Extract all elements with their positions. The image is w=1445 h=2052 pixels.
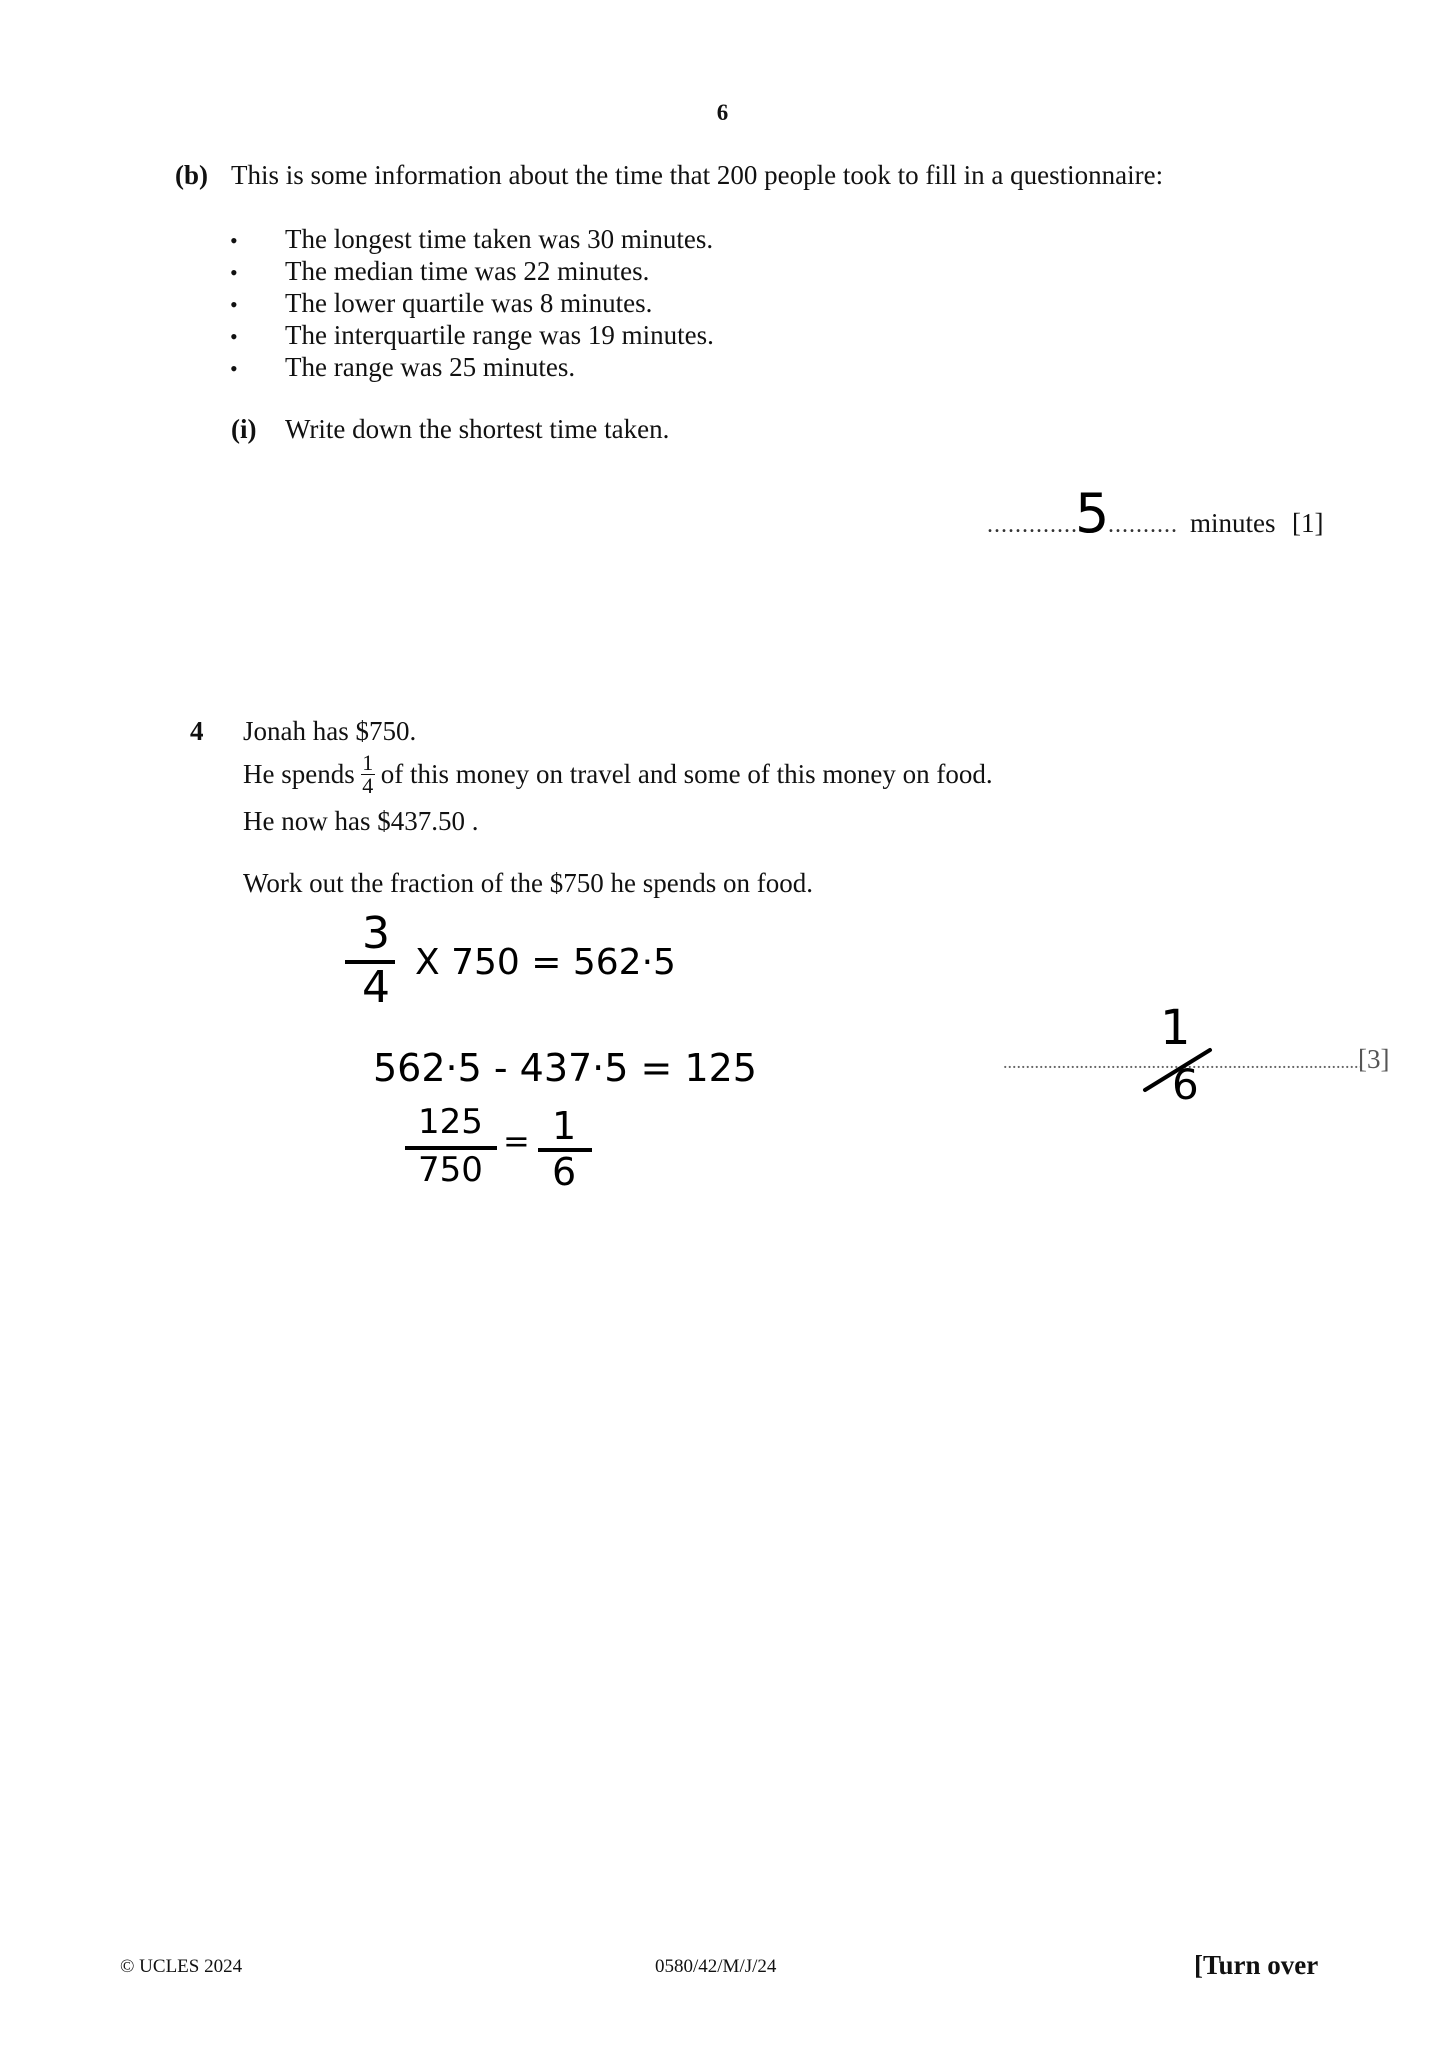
answer-dots-right: .......... <box>1108 512 1178 538</box>
working-step3-den: 750 <box>418 1150 483 1190</box>
marks-1: [1] <box>1292 508 1324 538</box>
turn-over: [Turn over <box>1194 1950 1319 1980</box>
working-step1-rest: X 750 = 562·5 <box>415 942 676 983</box>
bullet-item: The median time was 22 minutes. <box>285 256 650 286</box>
sub-i-text: Write down the shortest time taken. <box>285 414 670 444</box>
q4-fraction-den: 4 <box>362 773 374 798</box>
bullet-item: The range was 25 minutes. <box>285 352 576 382</box>
working-step1-num: 3 <box>362 908 390 959</box>
working-step1-den: 4 <box>362 962 390 1013</box>
working-step3-res-num: 1 <box>552 1104 577 1148</box>
q4-fraction-num: 1 <box>362 750 374 775</box>
sub-i-label: (i) <box>231 414 257 444</box>
bullet-icon: • <box>230 228 238 253</box>
footer-code: 0580/42/M/J/24 <box>655 1956 777 1977</box>
bullet-icon: • <box>230 260 238 285</box>
q4-line2-before: He spends <box>243 759 355 789</box>
q4-line1: Jonah has $750. <box>243 716 417 746</box>
page-number: 6 <box>716 100 729 125</box>
part-b-label: (b) <box>175 160 208 190</box>
q4-fraction <box>361 752 375 797</box>
bullet-item: The interquartile range was 19 minutes. <box>285 320 714 350</box>
working-step3-num: 125 <box>418 1102 483 1142</box>
answer-dots-left: ............. <box>987 512 1078 538</box>
working-step2: 562·5 - 437·5 = 125 <box>373 1046 757 1090</box>
working-step3-res-den: 6 <box>552 1150 577 1194</box>
marks-3: [3] <box>1358 1044 1390 1074</box>
answer-num: 1 <box>1160 1000 1191 1056</box>
q4-line3: He now has $437.50 . <box>243 806 479 836</box>
q4-line2-after: of this money on travel and some of this money on food. <box>380 759 993 789</box>
footer-copyright: © UCLES 2024 <box>120 1956 243 1977</box>
part-b-intro: This is some information about the time that 200 people took to fill in a questionnaire: <box>231 160 1164 190</box>
working-step3-eq: = <box>503 1122 530 1160</box>
answer-dots: ................................................................................ <box>1003 1052 1363 1072</box>
answer-den: 6 <box>1172 1060 1199 1109</box>
answer-unit: minutes <box>1190 508 1276 538</box>
bullet-icon: • <box>230 356 238 381</box>
bullet-icon: • <box>230 292 238 317</box>
question-number: 4 <box>190 716 204 746</box>
bullet-item: The longest time taken was 30 minutes. <box>285 224 714 254</box>
q4-line2 <box>243 752 993 797</box>
q4-instruction: Work out the fraction of the $750 he spends on food. <box>243 868 813 898</box>
bullet-icon: • <box>230 324 238 349</box>
bullet-item: The lower quartile was 8 minutes. <box>285 288 653 318</box>
handwritten-answer-5: 5 <box>1075 482 1110 545</box>
